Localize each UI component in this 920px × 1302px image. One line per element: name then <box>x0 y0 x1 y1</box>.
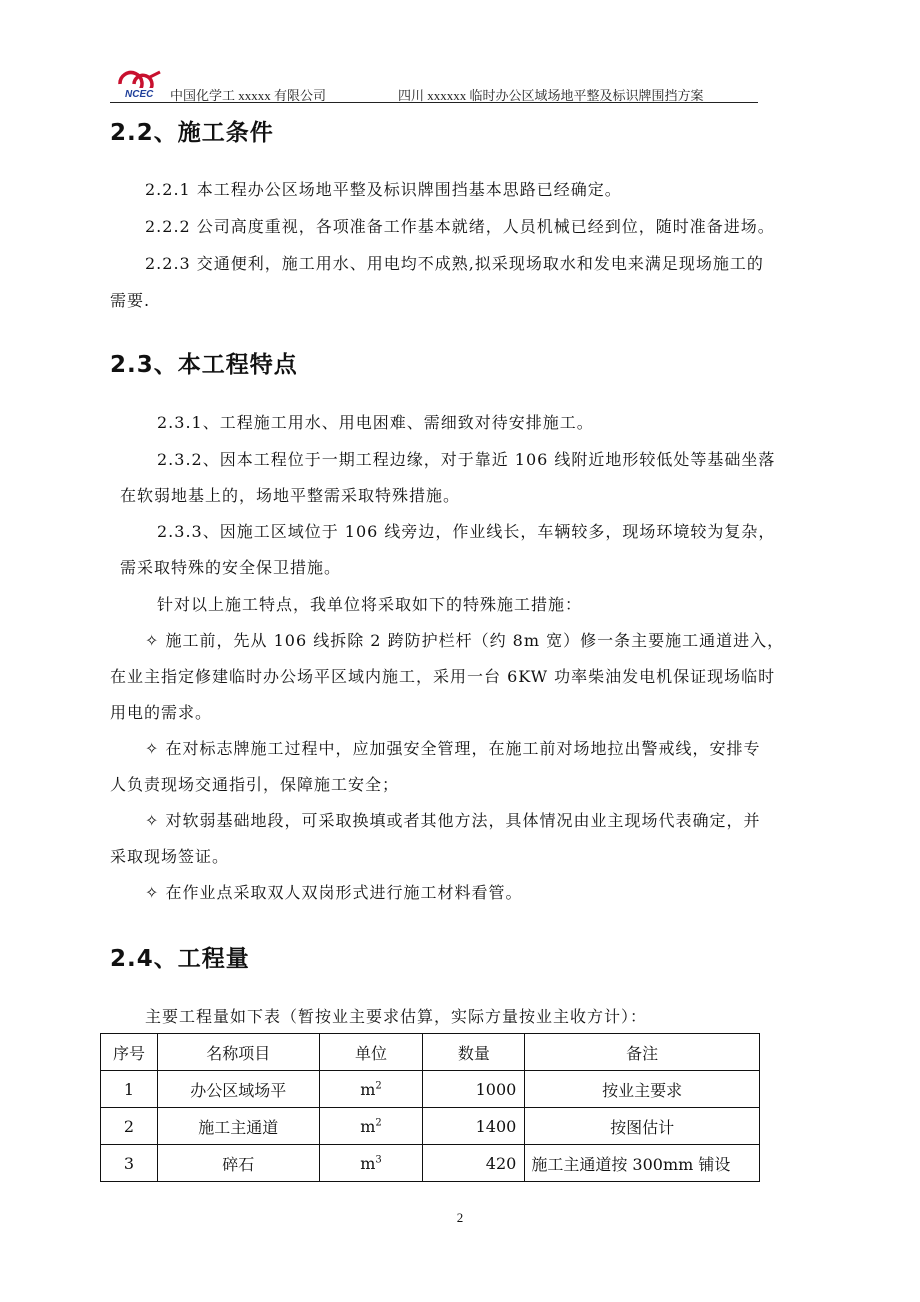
bullet-1-line3: 用电的需求。 <box>110 703 213 722</box>
unit-base: m <box>360 1153 376 1173</box>
table-row <box>101 1108 760 1145</box>
cell-unit <box>319 1145 423 1182</box>
cell-unit <box>319 1071 423 1108</box>
bullet-1-line1 <box>145 631 784 651</box>
cell-qty: 1400 <box>423 1108 525 1145</box>
cell-note: 施工主通道按 300mm 铺设 <box>525 1145 760 1182</box>
paragraph-2-3-3-line2: 需采取特殊的安全保卫措施。 <box>120 558 342 577</box>
unit-exponent: 2 <box>375 1117 382 1129</box>
unit-exponent: 2 <box>375 1080 382 1092</box>
document-title: 四川 xxxxxx 临时办公区域场地平整及标识牌围挡方案 <box>398 88 704 103</box>
bullet-icon: ✧ <box>145 631 160 650</box>
bullet-icon: ✧ <box>145 739 160 758</box>
bullet-icon: ✧ <box>145 811 160 830</box>
paragraph-2-3-1: 2.3.1、工程施工用水、用电困难、需细致对待安排施工。 <box>157 413 594 432</box>
cell-no: 2 <box>101 1108 158 1145</box>
paragraph-2-3-3-line1: 2.3.3、因施工区域位于 106 线旁边，作业线长，车辆较多，现场环境较为复杂， <box>157 522 776 541</box>
bullet-4 <box>145 883 523 903</box>
paragraph-2-2-1: 2.2.1 本工程办公区场地平整及标识牌围挡基本思路已经确定。 <box>145 180 622 199</box>
paragraph-2-2-2: 2.2.2 公司高度重视，各项准备工作基本就绪，人员机械已经到位，随时准备进场。 <box>145 217 775 236</box>
table-row <box>101 1071 760 1108</box>
cell-note: 按图估计 <box>525 1108 760 1145</box>
section-heading-2-2: 2.2、施工条件 <box>110 120 274 146</box>
bullet-2-line1 <box>145 739 761 759</box>
ncec-logo-icon <box>114 68 168 100</box>
bullet-2-line2: 人负责现场交通指引，保障施工安全； <box>110 775 400 794</box>
cell-qty: 420 <box>423 1145 525 1182</box>
bullet-3-line1 <box>145 811 761 831</box>
paragraph-2-3-2-line1: 2.3.2、因本工程位于一期工程边缘，对于靠近 106 线附近地形较低处等基础坐落 <box>157 450 776 469</box>
paragraph-2-3-2-line2: 在软弱地基上的，场地平整需采取特殊措施。 <box>120 486 461 505</box>
unit-exponent: 3 <box>375 1154 382 1166</box>
unit-base: m <box>360 1079 376 1099</box>
section-heading-2-3: 2.3、本工程特点 <box>110 352 298 378</box>
header-note: 备注 <box>525 1034 760 1071</box>
header-no: 序号 <box>101 1034 158 1071</box>
quantity-table <box>100 1033 760 1182</box>
bullet-2-text: 在对标志牌施工过程中，应加强安全管理，在施工前对场地拉出警戒线，安排专 <box>165 739 761 758</box>
header-name: 名称项目 <box>157 1034 319 1071</box>
header-unit: 单位 <box>319 1034 423 1071</box>
cell-no: 3 <box>101 1145 158 1182</box>
table-header-row <box>101 1034 760 1071</box>
bullet-1-text: 施工前，先从 106 线拆除 2 跨防护栏杆（约 8m 宽）修一条主要施工通道进入， <box>165 631 785 650</box>
bullet-4-text: 在作业点采取双人双岗形式进行施工材料看管。 <box>165 883 523 902</box>
unit-base: m <box>360 1116 376 1136</box>
paragraph-2-2-3-line1: 2.2.3 交通便利，施工用水、用电均不成熟,拟采现场取水和发电来满足现场施工的 <box>145 254 764 273</box>
paragraph-2-2-3-line2: 需要. <box>110 291 151 310</box>
table-row <box>101 1145 760 1182</box>
bullet-3-line2: 采取现场签证。 <box>110 847 230 866</box>
page-header <box>110 62 758 103</box>
cell-no: 1 <box>101 1071 158 1108</box>
bullet-3-text: 对软弱基础地段，可采取换填或者其他方法，具体情况由业主现场代表确定，并 <box>165 811 761 830</box>
cell-name: 碎石 <box>157 1145 319 1182</box>
cell-qty: 1000 <box>423 1071 525 1108</box>
bullet-1-line2: 在业主指定修建临时办公场平区域内施工，采用一台 6KW 功率柴油发电机保证现场临时 <box>110 667 776 686</box>
company-name: 中国化学工 xxxxx 有限公司 <box>170 88 327 103</box>
cell-name: 办公区域场平 <box>157 1071 319 1108</box>
cell-name: 施工主通道 <box>157 1108 319 1145</box>
logo-text: NCEC <box>125 89 154 100</box>
bullet-icon: ✧ <box>145 883 160 902</box>
cell-note: 按业主要求 <box>525 1071 760 1108</box>
page-number: 2 <box>456 1210 464 1225</box>
header-qty: 数量 <box>423 1034 525 1071</box>
cell-unit <box>319 1108 423 1145</box>
section-heading-2-4: 2.4、工程量 <box>110 946 250 972</box>
measures-intro: 针对以上施工特点，我单位将采取如下的特殊施工措施： <box>157 595 583 614</box>
quantity-intro: 主要工程量如下表（暂按业主要求估算，实际方量按业主收方计）： <box>145 1007 648 1026</box>
